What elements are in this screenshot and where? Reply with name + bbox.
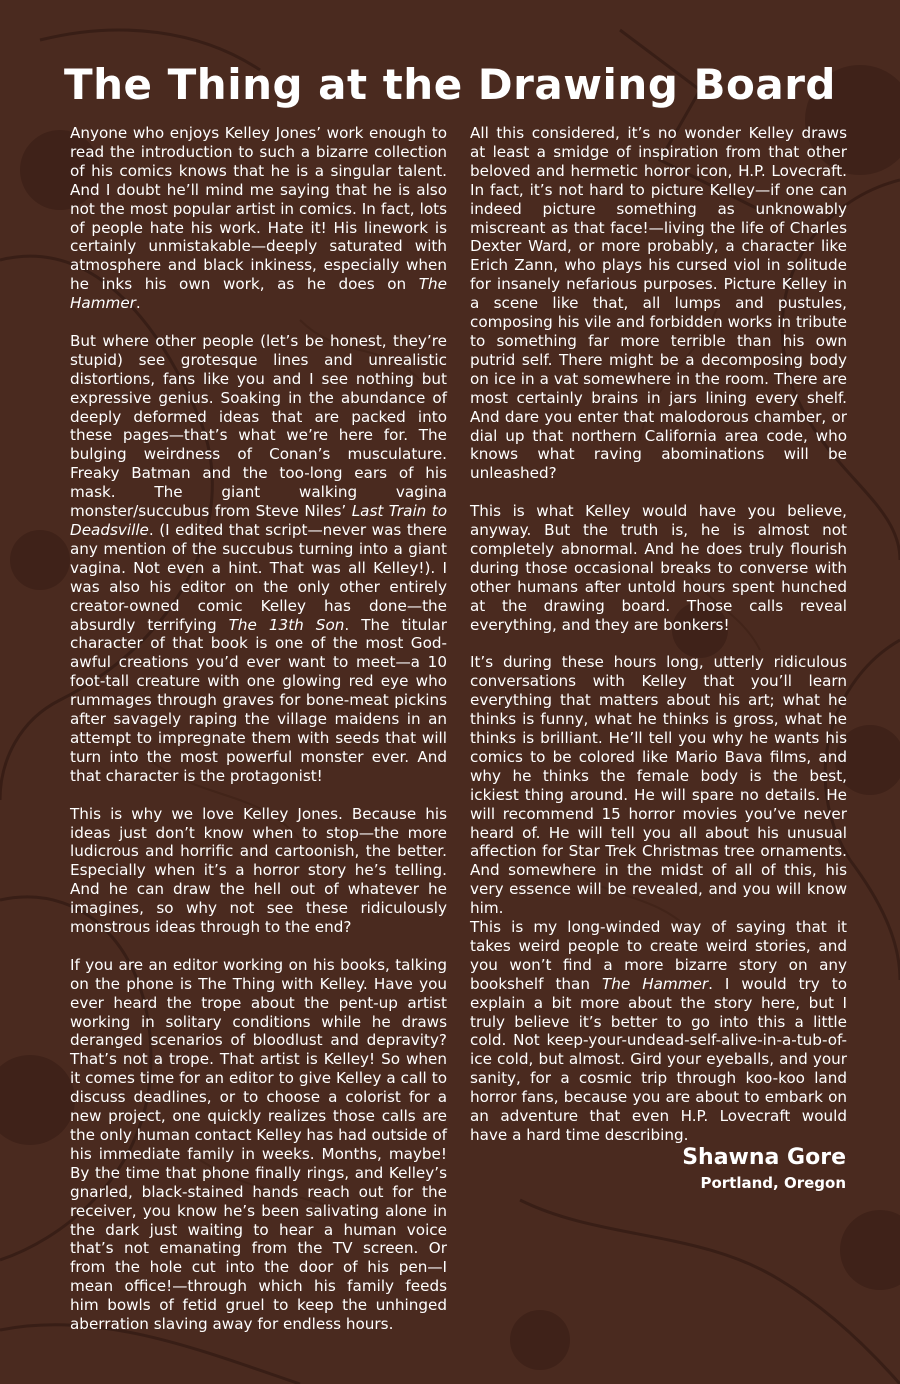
right-paragraph-2: This is what Kelley would have you believe, anyway. But the truth is, he is almost not completely abnormal. And he does truly flourish during those occasional breaks to converse with other humans after untold hours spent hunched at the drawing board. Those calls reveal everything, and they are bonkers! [470, 502, 847, 634]
signature-block [682, 1143, 846, 1193]
right-paragraph-1: All this considered, it’s no wonder Kelley draws at least a smidge of inspiration from that other beloved and hermetic horror icon, H.P. Lovecraft. In fact, it’s not hard to picture Kelley—if one can indeed picture something as unknowably miscreant as that face!—living the life of Charles Dexter Ward, or more probably, a character like Erich Zann, who plays his cursed viol in solitude for insanely nefarious purposes. Picture Kelley in a scene like that, all lumps and pustules, composing his vile and forbidden works in tribute to something far more terrible than his own putrid self. There might be a decomposing body on ice in a vat somewhere in the room. There are most certainly brains in jars lining every shelf. And dare you enter that malodorous chamber, or dial up that northern California area code, who knows what raving abominations will be unleashed? [470, 124, 847, 483]
book-title-last-train: Last Train to Deadsville [70, 502, 448, 540]
book-title-the-hammer-2: The Hammer [601, 974, 709, 993]
right-paragraph-4: This is my long-winded way of saying that it takes weird people to create weird stories, and you won’t find a more bizarre story on any bookshelf than The Hammer. I would try to explain a bit more about the story here, but I truly believe it’s better to go into this a little cold. Not keep-your-undead-self-alive-in-a-tub-of-ice cold, but almost. Gird your eyeballs, and your sanity, for a cosmic trip through koo-koo land horror fans, because you are about to embark on an adventure that even H.P. Lovecraft would have a hard time describing. [470, 918, 847, 1144]
book-title-the-hammer: The Hammer [70, 275, 447, 313]
page-title: The Thing at the Drawing Board [63, 60, 836, 109]
right-paragraph-3: It’s during these hours long, utterly ridiculous conversations with Kelley that you’ll learn everything that matters about his art; what he thinks is funny, what he thinks is gross, what he thinks is brilliant. He’ll tell you why he wants his comics to be colored like Mario Bava films, and why he thinks the female body is the best, ickiest thing around. He will spare no details. He will recommend 15 horror movies you’ve never heard of. He will tell you all about his unusual affection for Star Trek Christmas tree ornaments. And somewhere in the midst of all of this, his very essence will be revealed, and you will know him. [470, 653, 847, 918]
left-paragraph-4: If you are an editor working on his books, talking on the phone is The Thing with Kelley. Have you ever heard the trope about the pent-up artist working in solitary conditions while he draws deranged scenarios of bloodlust and depravity? That’s not a trope. That artist is Kelley! So when it comes time for an editor to give Kelley a call to discuss deadlines, or to choose a colorist for a new project, one quickly realizes those calls are the only human contact Kelley has had outside of his immediate family in weeks. Months, maybe! By the time that phone finally rings, and Kelley’s gnarled, black-stained hands reach out for the receiver, you know he’s been salivating alone in the dark just waiting to hear a human voice that’s not emanating from the TV screen. Or from the hole cut into the door of his pen—I mean office!—through which his family feeds him bowls of fetid gruel to keep the unhinged aberration slaving away for endless hours. [70, 955, 447, 1334]
left-paragraph-2: But where other people (let’s be honest, they’re stupid) see grotesque lines and unrealistic distortions, fans like you and I see nothing but expressive genius. Soaking in the abundance of deeply deformed ideas that are packed into these pages—that’s what we’re here for. The bulging weirdness of Conan’s musculature. Freaky Batman and the too-long ears of his mask. The giant walking vagina monster/succubus from Steve Niles’ Last Train to Deadsville. (I edited that script—never was there any mention of the succubus turning into a giant vagina. Not even a hint. That was all Kelley!). I was also his editor on the only other entirely creator-owned comic Kelley has done—the absurdly terrifying The 13th Son. The titular character of that book is one of the most God-awful creations you’d ever want to meet—a 10 foot-tall creature with one glowing red eye who rummages through graves for bone-meat pickins after savagely raping the village maidens in an attempt to impregnate them with seeds that will turn into the most powerful monster ever. And that character is the protagonist! [70, 331, 448, 785]
author-name: Shawna Gore [682, 1145, 846, 1170]
left-paragraph-3: This is why we love Kelley Jones. Because his ideas just don’t know when to stop—the more ludicrous and horrific and cartoonish, the better. Especially when it’s a horror story he’s telling. And he can draw the hell out of whatever he imagines, so why not see these ridiculously monstrous ideas through to the end? [70, 804, 447, 937]
right-column [470, 124, 847, 1164]
author-location: Portland, Oregon [700, 1174, 846, 1192]
left-column [70, 124, 447, 1353]
left-paragraph-1: Anyone who enjoys Kelley Jones’ work enough to read the introduction to such a bizarre collection of his comics knows that he is a singular talent. And I doubt he’ll mind me saying that he is also not the most popular artist in comics. In fact, lots of people hate his work. Hate it! His linework is certainly unmistakable—deeply saturated with atmosphere and black inkiness, especially when he inks his own work, as he does on The Hammer. [70, 124, 447, 313]
book-title-13th-son: The 13th Son [228, 615, 345, 634]
